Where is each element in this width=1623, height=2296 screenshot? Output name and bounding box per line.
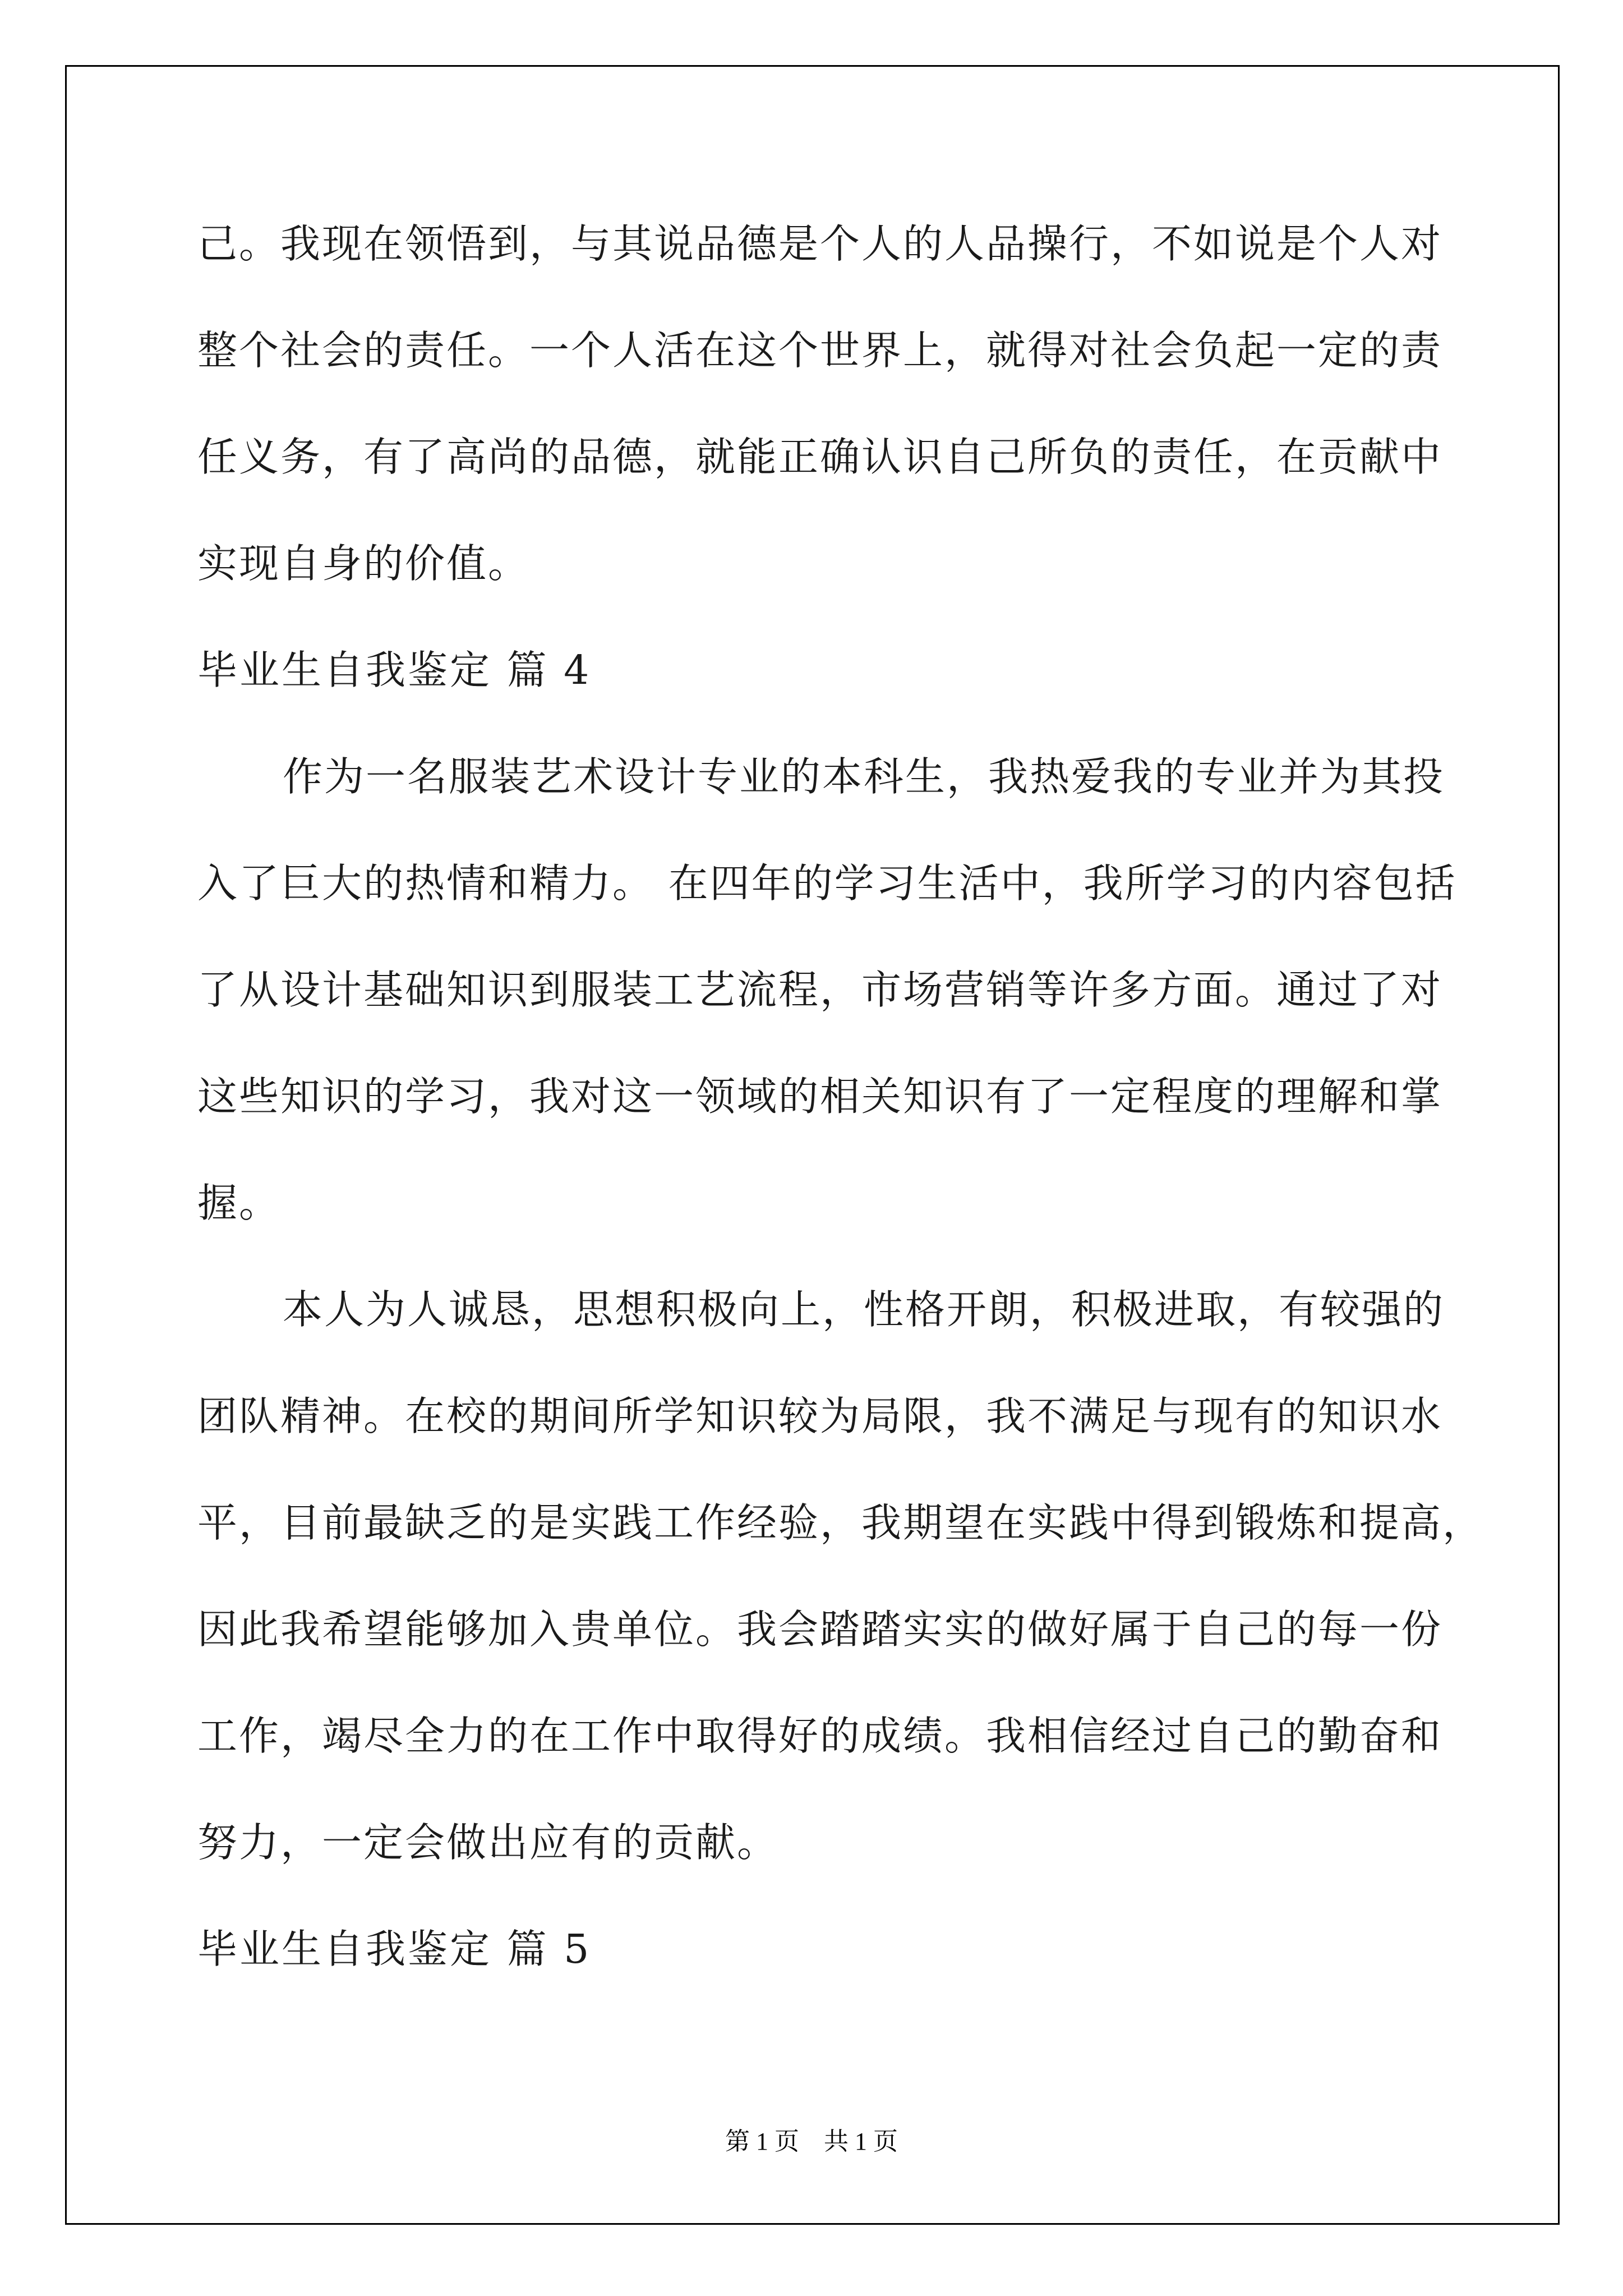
paragraph-line: 己。我现在领悟到，与其说品德是个人的人品操行，不如说是个人对 [197, 220, 1443, 267]
paragraph-line: 团队精神。在校的期间所学知识较为局限，我不满足与现有的知识水 [197, 1393, 1443, 1439]
paragraph-line: 作为一名服装艺术设计专业的本科生，我热爱我的专业并为其投 [283, 753, 1445, 800]
page-footer: 第 1 页 共 1 页 [725, 2128, 898, 2155]
paragraph-line: 了从设计基础知识到服装工艺流程，市场营销等许多方面。通过了对 [197, 967, 1443, 1013]
paragraph-line: 这些知识的学习，我对这一领域的相关知识有了一定程度的理解和掌 [197, 1073, 1443, 1120]
paragraph-line: 整个社会的责任。一个人活在这个世界上，就得对社会负起一定的责 [197, 327, 1443, 374]
paragraph-line: 本人为人诚恳，思想积极向上，性格开朗，积极进取，有较强的 [283, 1286, 1445, 1333]
paragraph-line: 因此我希望能够加入贵单位。我会踏踏实实的做好属于自己的每一份 [197, 1606, 1443, 1653]
section-heading-4: 毕业生自我鉴定 篇 4 [197, 647, 592, 693]
paragraph-line: 工作，竭尽全力的在工作中取得好的成绩。我相信经过自己的勤奋和 [197, 1713, 1443, 1759]
document-body [197, 210, 1484, 2022]
paragraph-line: 平，目前最缺乏的是实践工作经验，我期望在实践中得到锻炼和提高， [197, 1499, 1484, 1546]
paragraph-line: 任义务，有了高尚的品德，就能正确认识自己所负的责任，在贡献中 [197, 434, 1443, 480]
paragraph-line: 入了巨大的热情和精力。 在四年的学习生活中，我所学习的内容包括 [197, 860, 1457, 907]
section-heading-5: 毕业生自我鉴定 篇 5 [197, 1926, 592, 1972]
paragraph-line: 握。 [197, 1180, 281, 1226]
paragraph-line: 努力，一定会做出应有的贡献。 [197, 1819, 779, 1866]
paragraph-line: 实现自身的价值。 [197, 540, 530, 587]
